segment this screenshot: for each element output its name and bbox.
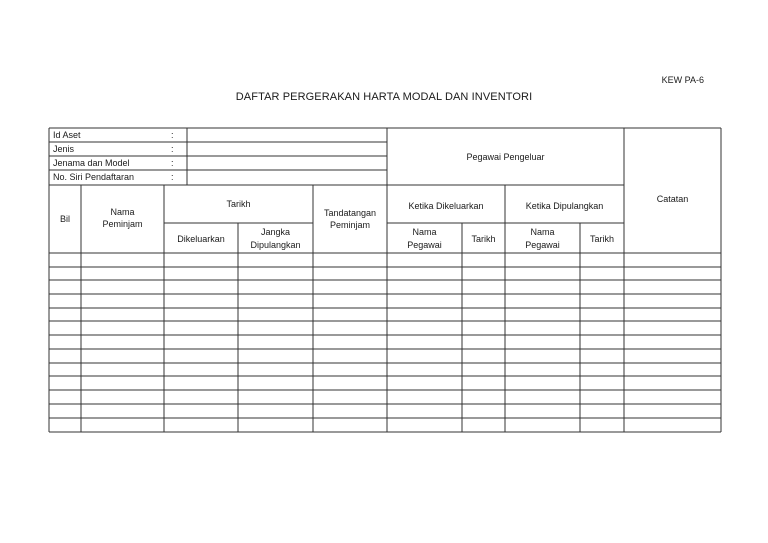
header-dikeluarkan: Dikeluarkan (177, 234, 225, 244)
header-ketika-dikeluarkan: Ketika Dikeluarkan (408, 201, 484, 211)
header-nama-pegawai-pulang-line1: Nama (530, 227, 555, 237)
header-nama-peminjam-line1: Nama (110, 207, 135, 217)
info-label-jenama-model: Jenama dan Model (53, 158, 130, 168)
header-nama-pegawai-keluar-line1: Nama (412, 227, 437, 237)
header-tarikh: Tarikh (226, 199, 251, 209)
header-tandatangan-peminjam-line1: Tandatangan (323, 208, 377, 218)
header-nama-pegawai-keluar-line2: Pegawai (407, 240, 442, 250)
info-separator: : (171, 144, 174, 154)
header-jangka-dipulangkan-line2: Dipulangkan (250, 240, 301, 250)
header-ketika-dipulangkan: Ketika Dipulangkan (525, 201, 604, 211)
document-title: DAFTAR PERGERAKAN HARTA MODAL DAN INVENTORI (235, 91, 533, 103)
info-label-jenis: Jenis (53, 144, 75, 154)
info-label-no-siri: No. Siri Pendaftaran (53, 172, 135, 182)
header-nama-pegawai-pulang-line2: Pegawai (525, 240, 560, 250)
header-jangka-dipulangkan-line1: Jangka (260, 227, 291, 237)
header-bil: Bil (59, 214, 70, 224)
header-catatan: Catatan (656, 194, 689, 204)
header-pegawai-pengeluar: Pegawai Pengeluar (466, 152, 545, 162)
info-label-id-aset: Id Aset (53, 130, 81, 140)
header-nama-peminjam-line2: Peminjam (102, 219, 143, 229)
form-code: KEW PA-6 (661, 75, 704, 85)
header-tarikh-pulang: Tarikh (589, 234, 614, 244)
info-separator: : (171, 158, 174, 168)
info-separator: : (171, 172, 174, 182)
header-tandatangan-peminjam-line2: Peminjam (329, 220, 370, 230)
header-tarikh-keluar: Tarikh (471, 234, 496, 244)
info-separator: : (171, 130, 174, 140)
